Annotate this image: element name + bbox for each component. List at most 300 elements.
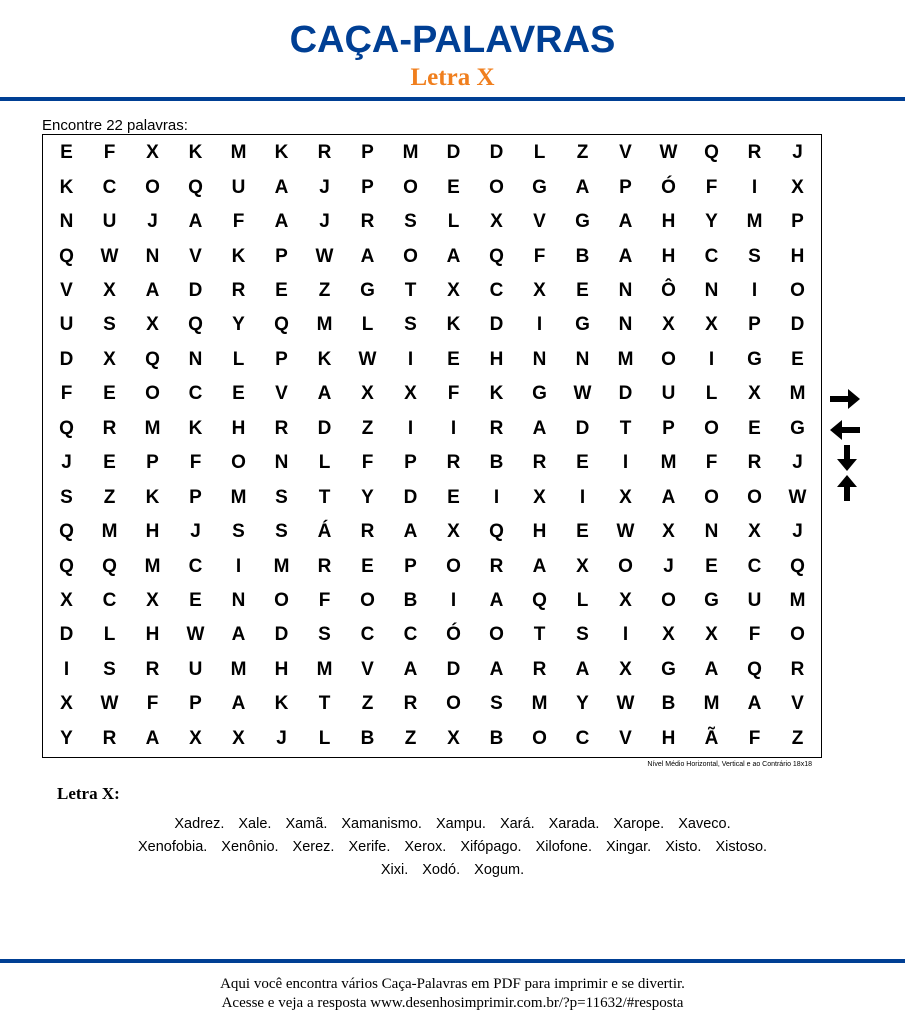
- grid-cell: F: [748, 624, 761, 646]
- grid-cell: A: [704, 658, 719, 680]
- grid-cell: W: [315, 245, 334, 267]
- grid-cell: A: [532, 555, 547, 577]
- grid-cell: O: [145, 176, 160, 198]
- grid-cell: F: [748, 727, 761, 749]
- grid-cell: D: [575, 417, 590, 439]
- grid-cell: P: [146, 452, 159, 474]
- grid-cell: X: [103, 279, 116, 301]
- grid-cell: P: [361, 176, 374, 198]
- grid-cell: X: [189, 727, 202, 749]
- grid-cell: A: [446, 245, 461, 267]
- grid-cell: N: [231, 589, 246, 611]
- grid-cell: X: [490, 211, 503, 233]
- grid-cell: X: [619, 486, 632, 508]
- grid-cell: N: [274, 452, 289, 474]
- grid-cell: Ó: [446, 624, 461, 646]
- header-divider: [0, 97, 905, 101]
- grid-cell: A: [231, 624, 246, 646]
- grid-cell: M: [316, 314, 333, 336]
- grid-cell: W: [100, 693, 119, 715]
- grid-cell: J: [792, 521, 803, 543]
- grid-cell: D: [59, 348, 74, 370]
- word-search-grid: [42, 134, 822, 758]
- word-item: Xerox.: [404, 839, 447, 855]
- grid-cell: C: [188, 555, 203, 577]
- grid-cell: R: [532, 658, 547, 680]
- difficulty-note: Nível Médio Horizontal, Vertical e ao Contrário 18x18: [647, 761, 812, 768]
- grid-cell: A: [274, 176, 289, 198]
- grid-cell: D: [790, 314, 805, 336]
- word-list-line: [40, 859, 865, 882]
- grid-cell: E: [189, 589, 202, 611]
- grid-cell: Z: [404, 727, 417, 749]
- grid-cell: K: [188, 142, 203, 164]
- grid-cell: M: [230, 658, 247, 680]
- grid-cell: R: [102, 727, 117, 749]
- grid-cell: N: [704, 521, 719, 543]
- grid-cell: P: [275, 245, 288, 267]
- grid-cell: I: [622, 452, 629, 474]
- grid-cell: S: [103, 314, 116, 336]
- grid-cell: O: [790, 279, 805, 301]
- grid-cell: W: [358, 348, 377, 370]
- grid-cell: N: [532, 348, 547, 370]
- grid-cell: Ó: [661, 176, 676, 198]
- grid-cell: O: [489, 624, 504, 646]
- grid-cell: Q: [704, 142, 719, 164]
- grid-cell: J: [663, 555, 674, 577]
- grid-cell: X: [662, 314, 675, 336]
- word-item: Xamanismo.: [341, 816, 422, 832]
- grid-cell: F: [533, 245, 546, 267]
- grid-cell: I: [63, 658, 70, 680]
- grid-cell: Z: [576, 142, 589, 164]
- grid-cell: P: [404, 452, 417, 474]
- grid-cell: U: [102, 211, 117, 233]
- grid-cell: U: [231, 176, 246, 198]
- grid-cell: O: [145, 383, 160, 405]
- grid-cell: J: [61, 452, 72, 474]
- grid-cell: F: [361, 452, 374, 474]
- grid-cell: Q: [59, 555, 74, 577]
- grid-cell: C: [360, 624, 375, 646]
- grid-cell: L: [232, 348, 245, 370]
- grid-cell: U: [747, 589, 762, 611]
- grid-cell: M: [660, 452, 677, 474]
- grid-cell: L: [361, 314, 374, 336]
- grid-cell: I: [751, 176, 758, 198]
- grid-cell: R: [489, 555, 504, 577]
- puzzle-instruction: Encontre 22 palavras:: [42, 117, 188, 134]
- grid-cell: U: [59, 314, 74, 336]
- grid-cell: X: [748, 521, 761, 543]
- grid-cell: A: [575, 658, 590, 680]
- grid-cell: R: [317, 142, 332, 164]
- grid-cell: A: [188, 211, 203, 233]
- grid-cell: M: [746, 211, 763, 233]
- grid-cell: E: [361, 555, 374, 577]
- grid-cell: I: [450, 417, 457, 439]
- grid-cell: F: [705, 452, 718, 474]
- word-item: Xarope.: [613, 816, 665, 832]
- grid-cell: Á: [317, 521, 332, 543]
- grid-cell: H: [532, 521, 547, 543]
- grid-cell: R: [102, 417, 117, 439]
- grid-cell: I: [407, 348, 414, 370]
- grid-cell: A: [618, 245, 633, 267]
- grid-cell: X: [361, 383, 374, 405]
- grid-cell: S: [103, 658, 116, 680]
- grid-cell: P: [189, 486, 202, 508]
- grid-cell: K: [59, 176, 74, 198]
- grid-cell: O: [618, 555, 633, 577]
- grid-cell: L: [318, 452, 331, 474]
- grid-cell: D: [489, 314, 504, 336]
- grid-cell: Z: [361, 417, 374, 439]
- grid-cell: D: [188, 279, 203, 301]
- grid-cell: Q: [59, 417, 74, 439]
- grid-cell: D: [446, 658, 461, 680]
- grid-cell: V: [189, 245, 202, 267]
- grid-cell: S: [404, 211, 417, 233]
- grid-cell: G: [360, 279, 375, 301]
- grid-cell: R: [747, 452, 762, 474]
- grid-cell: O: [704, 417, 719, 439]
- grid-cell: E: [576, 521, 589, 543]
- grid-cell: S: [404, 314, 417, 336]
- grid-cell: H: [489, 348, 504, 370]
- grid-cell: E: [103, 383, 116, 405]
- grid-cell: Q: [489, 521, 504, 543]
- grid-cell: Q: [188, 314, 203, 336]
- grid-cell: A: [403, 658, 418, 680]
- grid-cell: R: [489, 417, 504, 439]
- grid-cell: O: [446, 555, 461, 577]
- grid-cell: E: [576, 452, 589, 474]
- grid-cell: F: [447, 383, 460, 405]
- grid-cell: C: [704, 245, 719, 267]
- grid-cell: F: [189, 452, 202, 474]
- grid-cell: D: [618, 383, 633, 405]
- grid-cell: K: [145, 486, 160, 508]
- grid-cell: E: [447, 348, 460, 370]
- grid-cell: S: [490, 693, 503, 715]
- grid-cell: O: [403, 176, 418, 198]
- grid-cell: T: [318, 486, 331, 508]
- grid-cell: X: [533, 279, 546, 301]
- grid-cell: T: [404, 279, 417, 301]
- word-item: Xenofobia.: [137, 839, 208, 855]
- grid-cell: F: [103, 142, 116, 164]
- grid-cell: R: [360, 521, 375, 543]
- grid-cell: O: [446, 693, 461, 715]
- word-item: Xaveco.: [678, 816, 731, 832]
- grid-cell: M: [531, 693, 548, 715]
- word-item: Xilofone.: [535, 839, 593, 855]
- grid-cell: G: [532, 176, 547, 198]
- grid-cell: G: [704, 589, 719, 611]
- grid-cell: J: [792, 142, 803, 164]
- grid-cell: Y: [60, 727, 73, 749]
- grid-cell: X: [662, 624, 675, 646]
- grid-cell: J: [319, 211, 330, 233]
- grid-cell: M: [789, 383, 806, 405]
- grid-cell: C: [188, 383, 203, 405]
- grid-cell: H: [661, 211, 676, 233]
- grid-cell: M: [402, 142, 419, 164]
- grid-cell: X: [232, 727, 245, 749]
- footer-line-2: Acesse e veja a resposta www.desenhosimprimir.com.br/?p=11632/#resposta: [221, 995, 684, 1011]
- grid-cell: X: [748, 383, 761, 405]
- grid-cell: K: [231, 245, 246, 267]
- grid-cell: X: [705, 314, 718, 336]
- arrow-down-icon: [836, 444, 858, 472]
- grid-cell: O: [489, 176, 504, 198]
- grid-cell: P: [619, 176, 632, 198]
- word-item: Xerez.: [292, 839, 335, 855]
- word-item: Xodó.: [422, 862, 461, 878]
- grid-cell: J: [147, 211, 158, 233]
- grid-cell: Q: [532, 589, 547, 611]
- grid-cell: X: [60, 589, 73, 611]
- grid-cell: L: [103, 624, 116, 646]
- grid-cell: X: [146, 142, 159, 164]
- grid-cell: L: [318, 727, 331, 749]
- grid-cell: Z: [791, 727, 804, 749]
- grid-cell: N: [618, 279, 633, 301]
- grid-cell: V: [619, 727, 632, 749]
- grid-cell: A: [360, 245, 375, 267]
- grid-cell: L: [576, 589, 589, 611]
- grid-cell: R: [231, 279, 246, 301]
- word-item: Xarada.: [548, 816, 600, 832]
- grid-cell: H: [231, 417, 246, 439]
- grid-cell: E: [791, 348, 804, 370]
- grid-cell: A: [747, 693, 762, 715]
- word-item: Xisto.: [665, 839, 702, 855]
- grid-cell: N: [704, 279, 719, 301]
- grid-cell: M: [316, 658, 333, 680]
- grid-cell: D: [59, 624, 74, 646]
- grid-cell: A: [575, 176, 590, 198]
- grid-cell: A: [274, 211, 289, 233]
- grid-cell: X: [533, 486, 546, 508]
- grid-cell: Ô: [661, 279, 676, 301]
- arrow-up-icon: [836, 474, 858, 502]
- grid-cell: D: [317, 417, 332, 439]
- grid-cell: O: [360, 589, 375, 611]
- grid-cell: C: [102, 589, 117, 611]
- grid-cell: R: [403, 693, 418, 715]
- grid-cell: H: [790, 245, 805, 267]
- grid-cell: W: [616, 693, 635, 715]
- grid-cell: A: [145, 279, 160, 301]
- grid-cell: W: [616, 521, 635, 543]
- grid-cell: F: [318, 589, 331, 611]
- grid-cell: S: [232, 521, 245, 543]
- grid-cell: F: [146, 693, 159, 715]
- grid-cell: X: [60, 693, 73, 715]
- grid-cell: X: [447, 727, 460, 749]
- grid-cell: T: [619, 417, 632, 439]
- grid-cell: X: [791, 176, 804, 198]
- grid-cell: W: [573, 383, 592, 405]
- grid-cell: D: [403, 486, 418, 508]
- grid-cell: L: [533, 142, 546, 164]
- grid-cell: W: [659, 142, 678, 164]
- grid-cell: G: [532, 383, 547, 405]
- grid-cell: O: [704, 486, 719, 508]
- word-list: [40, 813, 865, 882]
- grid-cell: Y: [232, 314, 245, 336]
- grid-cell: Y: [576, 693, 589, 715]
- grid-cell: Z: [103, 486, 116, 508]
- grid-cell: G: [661, 658, 676, 680]
- grid-cell: S: [275, 521, 288, 543]
- grid-cell: T: [533, 624, 546, 646]
- word-item: Xamã.: [285, 816, 328, 832]
- grid-cell: S: [576, 624, 589, 646]
- grid-cell: I: [751, 279, 758, 301]
- grid-cell: I: [235, 555, 242, 577]
- grid-cell: E: [60, 142, 73, 164]
- grid-cell: O: [403, 245, 418, 267]
- grid-cell: Y: [705, 211, 718, 233]
- grid-cell: M: [101, 521, 118, 543]
- grid-cell: E: [103, 452, 116, 474]
- grid-cell: F: [705, 176, 718, 198]
- word-list-line: [40, 813, 865, 836]
- grid-cell: I: [407, 417, 414, 439]
- grid-cell: J: [190, 521, 201, 543]
- grid-cell: O: [231, 452, 246, 474]
- grid-cell: H: [145, 624, 160, 646]
- grid-cell: P: [361, 142, 374, 164]
- word-item: Xingar.: [606, 839, 652, 855]
- grid-cell: M: [230, 486, 247, 508]
- grid-cell: Z: [361, 693, 374, 715]
- grid-cell: P: [662, 417, 675, 439]
- grid-cell: G: [575, 211, 590, 233]
- grid-cell: H: [661, 727, 676, 749]
- grid-cell: Ã: [704, 727, 719, 749]
- grid-cell: J: [276, 727, 287, 749]
- grid-cell: H: [145, 521, 160, 543]
- grid-cell: M: [230, 142, 247, 164]
- grid-cell: C: [102, 176, 117, 198]
- grid-cell: K: [446, 314, 461, 336]
- word-item: Xenônio.: [221, 839, 279, 855]
- grid-cell: R: [360, 211, 375, 233]
- grid-cell: E: [447, 176, 460, 198]
- grid-cell: X: [404, 383, 417, 405]
- grid-cell: A: [661, 486, 676, 508]
- grid-cell: M: [144, 555, 161, 577]
- grid-cell: X: [662, 521, 675, 543]
- grid-cell: L: [705, 383, 718, 405]
- grid-cell: O: [790, 624, 805, 646]
- grid-cell: B: [360, 727, 375, 749]
- grid-cell: B: [489, 452, 504, 474]
- grid-cell: B: [575, 245, 590, 267]
- page-title: CAÇA-PALAVRAS: [289, 19, 616, 61]
- page-subtitle: Letra X: [410, 64, 495, 91]
- grid-cell: R: [446, 452, 461, 474]
- grid-cell: B: [661, 693, 676, 715]
- grid-cell: R: [532, 452, 547, 474]
- grid-cell: R: [317, 555, 332, 577]
- grid-cell: G: [747, 348, 762, 370]
- grid-cell: K: [188, 417, 203, 439]
- grid-cell: P: [791, 211, 804, 233]
- grid-cell: I: [536, 314, 543, 336]
- grid-cell: F: [232, 211, 245, 233]
- grid-cell: X: [447, 279, 460, 301]
- grid-cell: Q: [145, 348, 160, 370]
- grid-cell: O: [661, 589, 676, 611]
- grid-cell: W: [186, 624, 205, 646]
- grid-cell: R: [747, 142, 762, 164]
- grid-cell: W: [100, 245, 119, 267]
- word-item: Xale.: [238, 816, 272, 832]
- grid-cell: K: [317, 348, 332, 370]
- grid-cell: V: [619, 142, 632, 164]
- grid-cell: K: [274, 142, 289, 164]
- grid-cell: Q: [59, 521, 74, 543]
- grid-cell: Q: [274, 314, 289, 336]
- grid-cell: I: [708, 348, 715, 370]
- grid-cell: C: [575, 727, 590, 749]
- grid-cell: C: [747, 555, 762, 577]
- grid-cell: S: [60, 486, 73, 508]
- grid-cell: X: [705, 624, 718, 646]
- grid-cell: Q: [59, 245, 74, 267]
- grid-cell: O: [274, 589, 289, 611]
- grid-cell: W: [788, 486, 807, 508]
- grid-cell: Y: [361, 486, 374, 508]
- grid-cell: P: [275, 348, 288, 370]
- grid-cell: X: [146, 589, 159, 611]
- grid-cell: A: [489, 589, 504, 611]
- grid-cell: V: [60, 279, 73, 301]
- word-item: Xistoso.: [715, 839, 768, 855]
- grid-cell: A: [618, 211, 633, 233]
- footer-divider: [0, 959, 905, 963]
- grid-cell: V: [791, 693, 804, 715]
- grid-cell: S: [318, 624, 331, 646]
- grid-cell: T: [318, 693, 331, 715]
- grid-cell: F: [60, 383, 73, 405]
- grid-cell: O: [747, 486, 762, 508]
- grid-cell: A: [532, 417, 547, 439]
- grid-cell: L: [447, 211, 460, 233]
- word-item: Xadrez.: [174, 816, 225, 832]
- grid-cell: D: [489, 142, 504, 164]
- grid-cell: A: [403, 521, 418, 543]
- grid-cell: M: [789, 589, 806, 611]
- grid-cell: V: [533, 211, 546, 233]
- grid-cell: N: [575, 348, 590, 370]
- word-item: Xixi.: [380, 862, 409, 878]
- word-item: Xerife.: [348, 839, 391, 855]
- grid-cell: M: [144, 417, 161, 439]
- grid-cell: V: [361, 658, 374, 680]
- grid-cell: G: [790, 417, 805, 439]
- word-list-line: [40, 836, 865, 859]
- grid-cell: R: [145, 658, 160, 680]
- grid-cell: C: [489, 279, 504, 301]
- grid-cell: U: [661, 383, 676, 405]
